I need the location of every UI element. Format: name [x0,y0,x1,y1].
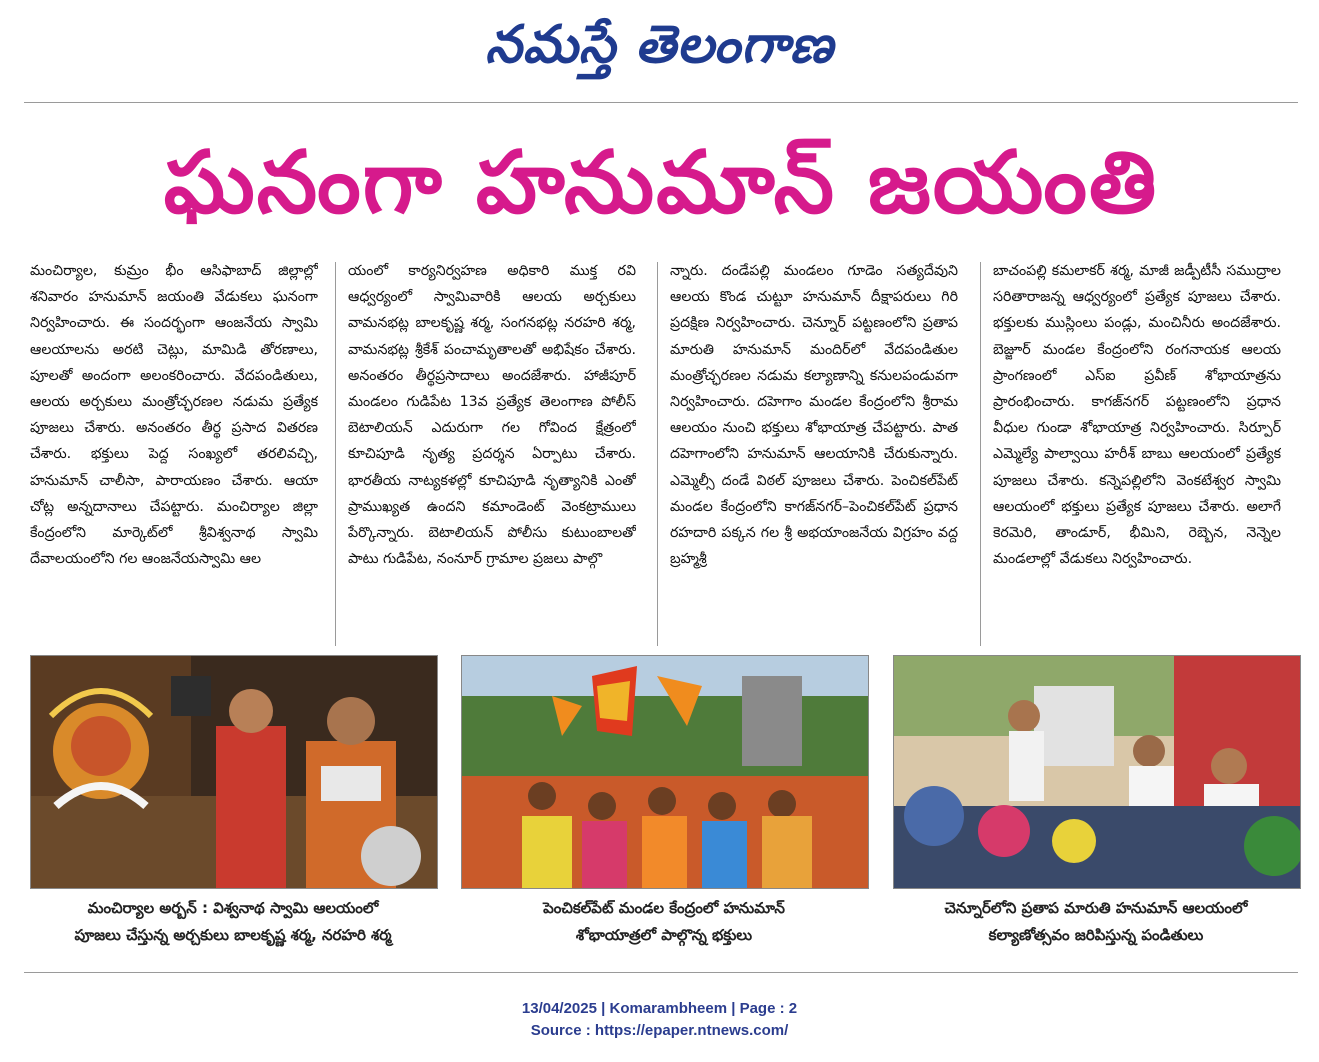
masthead [0,10,1319,80]
column-divider [335,262,336,646]
article-text: బాచంపల్లి కమలాకర్ శర్మ, మాజీ జడ్పీటీసీ సముద్రాల సరితారాజన్న ఆధ్వర్యంలో ప్రత్యేక పూజలు చేశారు. భక్తులకు ముస్లింలు పండ్లు, మంచినీరు అందజేశారు. బెజ్జూర్ మండల కేంద్రంలోని రంగనాయక ఆలయ ప్రాంగణంలో ఎస్ఐ ప్రవీణ్ శోభాయాత్రను ప్రారంభించారు. కాగజ్‌నగర్ పట్టణంలోని ప్రధాన వీధుల గుండా శోభాయాత్ర నిర్వహించారు. సిర్పూర్ ఎమ్మెల్యే పాల్వాయి హరీశ్ బాబు ఆలయంలో ప్రత్యేక పూజలు చేశారు. కన్నెపల్లిలోని వెంకటేశ్వర స్వామి ఆలయంలో భక్తులు ప్రత్యేక పూజలు చేశారు. అలాగే కెరమెరి, తాండూర్, భీమిని, రెబ్బెన, నెన్నెల మండలాల్లో వేడుకలు నిర్వహించారు. [993,263,1281,568]
newspaper-logo: నమస్తే తెలంగాణ [485,14,834,75]
article-column-2 [348,258,636,648]
headline [24,128,1298,238]
caption-line: శోభాయాత్రలో పాల్గొన్న భక్తులు [575,926,753,944]
article-text: న్నారు. దండేపల్లి మండలం గూడెం సత్యదేవుని ఆలయ కొండ చుట్టూ హనుమాన్ దీక్షాపరులు గిరి ప్రదక్షిణ నిర్వహించారు. చెన్నూర్ పట్టణంలోని ప్రతాప మారుతి హనుమాన్ మందిర్‌లో వేదపండితుల మంత్రోచ్ఛరణల నడుమ కల్యాణాన్ని కనులపండువగా నిర్వహించారు. దహెగాం మండల కేంద్రంలోని శ్రీరామ ఆలయం నుంచి భక్తులు శోభాయాత్ర చేపట్టారు. పాత దహెగాంలోని హనుమాన్ ఆలయానికి చేరుకున్నారు. ఎమ్మెల్సీ దండే విఠల్ పూజలు చేశారు. పెంచికల్‌పేట్ మండల కేంద్రంలోని కాగజ్‌నగర్–పెంచికల్‌పేట్ ప్రధాన రహదారి పక్కన గల శ్రీ అభయాంజనేయ విగ్రహం వద్ద బ్రహ్మశ్రీ [670,263,958,568]
photo-shobhayatra [461,655,869,889]
column-divider [980,262,981,646]
photo-caption-1 [30,895,436,949]
column-divider [657,262,658,646]
article-column-1 [30,258,318,648]
article-text: మంచిర్యాల, కుమ్రం భీం ఆసిఫాబాద్ జిల్లాల్లో శనివారం హనుమాన్ జయంతి వేడుకలు ఘనంగా నిర్వహించారు. ఈ సందర్భంగా ఆంజనేయ స్వామి ఆలయాలను అరటి చెట్లు, మామిడి తోరణాలు, పూలతో అందంగా అలంకరించారు. వేదపండితులు, ఆలయ అర్చకులు మంత్రోచ్ఛరణల నడుమ ప్రత్యేక పూజలు చేశారు. అనంతరం తీర్థ ప్రసాద వితరణ చేశారు. భక్తులు పెద్ద సంఖ్యలో తరలివచ్చి, హనుమాన్ చాలీసా, పారాయణం చేశారు. ఆయా చోట్ల అన్నదానాలు చేపట్టారు. మంచిర్యాల జిల్లా కేంద్రంలోని మార్కెట్‌లో శ్రీవిశ్వనాథ స్వామి దేవాలయంలోని గల ఆంజనేయస్వామి ఆల [30,263,318,568]
caption-line: కల్యాణోత్సవం జరిపిస్తున్న పండితులు [988,926,1204,944]
divider-top [24,102,1298,103]
caption-line: మంచిర్యాల అర్బన్ : విశ్వనాథ స్వామి ఆలయంలో [87,899,379,917]
caption-line: పూజలు చేస్తున్న అర్చకులు బాలకృష్ణ శర్మ, నరహరి శర్మ [74,926,392,944]
footer-source[interactable]: Source : https://epaper.ntnews.com/ [530,1022,789,1039]
headline-text: ఘనంగా హనుమాన్ జయంతి [163,133,1159,233]
photo-caption-3 [893,895,1299,949]
article-column-3 [670,258,958,648]
photo-kalyanotsavam [893,655,1301,889]
footer-edition-info: 13/04/2025 | Komarambheem | Page : 2 [521,1000,798,1017]
photo-temple-puja [30,655,438,889]
article-column-4 [993,258,1281,648]
divider-bottom [24,972,1298,973]
photo-caption-2 [461,895,867,949]
article-text: యంలో కార్యనిర్వహణ అధికారి ముక్త రవి ఆధ్వర్యంలో స్వామివారికి ఆలయ అర్చకులు వామనభట్ల బాలకృష్ణ శర్మ, సంగనభట్ల నరహరి శర్మ, వామనభట్ల శ్రీకేశ్ పంచామృతాలతో అభిషేకం చేశారు. అనంతరం తీర్థప్రసాదాలు అందజేశారు. హాజీపూర్ మండలం గుడిపేట 13వ ప్రత్యేక తెలంగాణ పోలీస్ బెటాలియన్ ఎదురుగా గల గోవింద క్షేత్రంలో కూచిపూడి నృత్య ప్రదర్శన ఏర్పాటు చేశారు. భారతీయ నాట్యకళల్లో కూచిపూడి నృత్యానికి ఎంతో ప్రాముఖ్యత ఉందని కమాండెంట్ వెంకట్రాములు పేర్కొన్నారు. బెటాలియన్ పోలీసు కుటుంబాలతో పాటు గుడిపేట, నంనూర్ గ్రామాల ప్రజలు పాల్గొ [348,263,636,568]
caption-line: పెంచికల్‌పేట్ మండల కేంద్రంలో హనుమాన్ [543,899,785,917]
caption-line: చెన్నూర్‌లోని ప్రతాప మారుతి హనుమాన్ ఆలయంలో [944,899,1248,917]
